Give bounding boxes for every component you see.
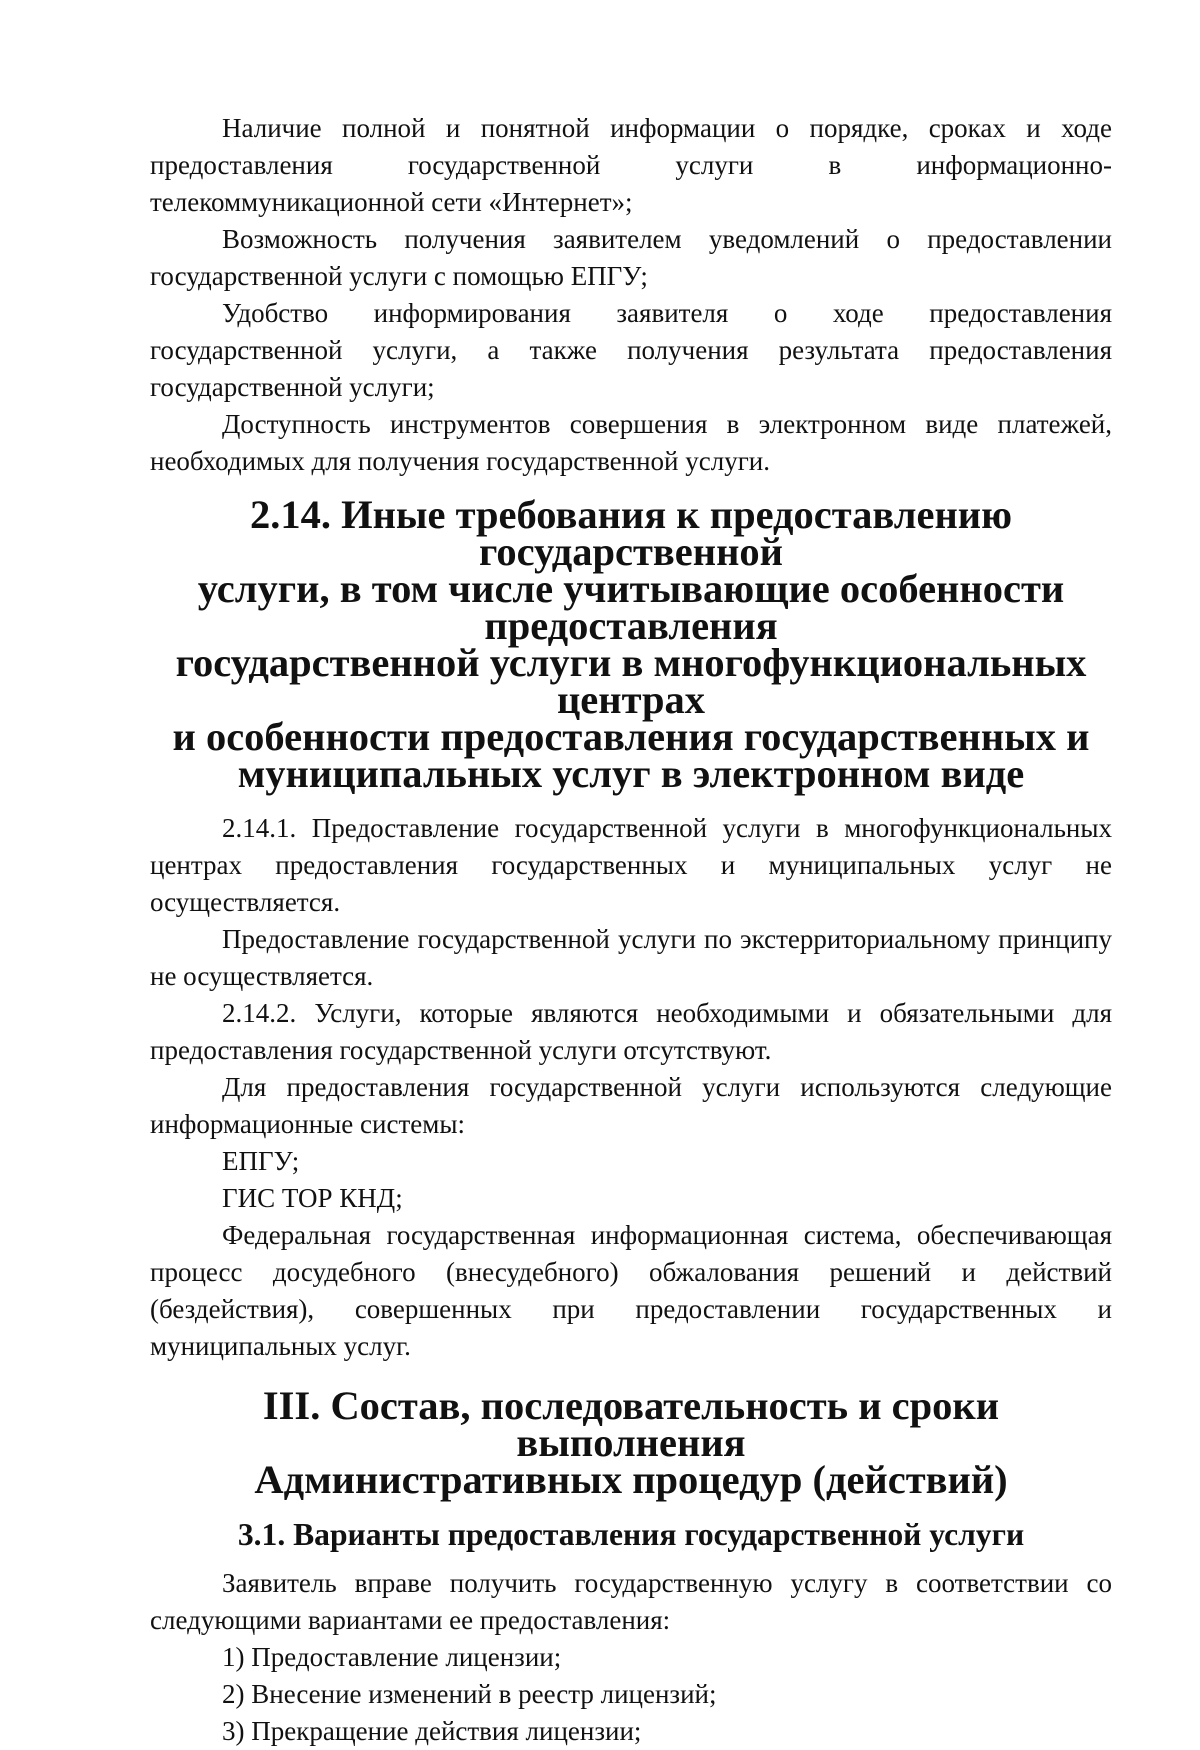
paragraph-extraterritorial: Предоставление государственной услуги по экстерриториальному принципу не осуществляется. [150, 924, 1112, 991]
list-item-variant: 1) Предоставление лицензии; [222, 1642, 562, 1672]
paragraph-info-availability: Наличие полной и понятной информации о порядке, сроках и ходе предоставления государственной услуги в информационно-телекоммуникационной сети «Интернет»; [150, 113, 1112, 217]
heading-2-14-line: и особенности предоставления государственных и [172, 714, 1090, 759]
paragraph-federal-system: Федеральная государственная информационная система, обеспечивающая процесс досудебного (внесудебного) обжалования решений и действий (бездействия), совершенных при предоставлении государственных и муниципальных услуг. [150, 1220, 1112, 1361]
heading-3-1: 3.1. Варианты предоставления государственной услуги [237, 1517, 1025, 1552]
paragraph-2-14-1: 2.14.1. Предоставление государственной услуги в многофункциональных центрах предоставления государственных и муниципальных услуг не осуществляется. [150, 813, 1112, 917]
list-item-system: ЕПГУ; [222, 1146, 300, 1176]
heading-2-14-line: государственной услуги в многофункциональных центрах [175, 640, 1087, 722]
list-item-variant: 2) Внесение изменений в реестр лицензий; [222, 1679, 717, 1709]
list-item-variant: 3) Прекращение действия лицензии; [222, 1716, 642, 1746]
heading-2-14-line: услуги, в том числе учитывающие особенности предоставления [197, 566, 1065, 648]
heading-2-14 [150, 492, 1112, 796]
heading-2-14-line: 2.14. Иные требования к предоставлению государственной [249, 492, 1013, 574]
heading-2-14-line: муниципальных услуг в электронном виде [237, 751, 1025, 796]
document-page [150, 110, 1112, 1750]
paragraph-variants-intro: Заявитель вправе получить государственную услугу в соответствии со следующими вариантами ее предоставления: [150, 1568, 1112, 1635]
paragraph-convenience: Удобство информирования заявителя о ходе предоставления государственной услуги, а также получения результата предоставления государственной услуги; [150, 298, 1112, 402]
heading-section-3-line: Административных процедур (действий) [254, 1457, 1008, 1502]
paragraph-2-14-2: 2.14.2. Услуги, которые являются необходимыми и обязательными для предоставления государственной услуги отсутствуют. [150, 998, 1112, 1065]
paragraph-payment-tools: Доступность инструментов совершения в электронном виде платежей, необходимых для получения государственной услуги. [150, 409, 1112, 476]
heading-section-3 [150, 1383, 1112, 1502]
paragraph-info-systems: Для предоставления государственной услуги используются следующие информационные системы: [150, 1072, 1112, 1139]
list-item-system: ГИС ТОР КНД; [222, 1183, 403, 1213]
paragraph-notifications: Возможность получения заявителем уведомлений о предоставлении государственной услуги с помощью ЕПГУ; [150, 224, 1112, 291]
heading-section-3-line: III. Состав, последовательность и сроки выполнения [262, 1383, 1000, 1465]
